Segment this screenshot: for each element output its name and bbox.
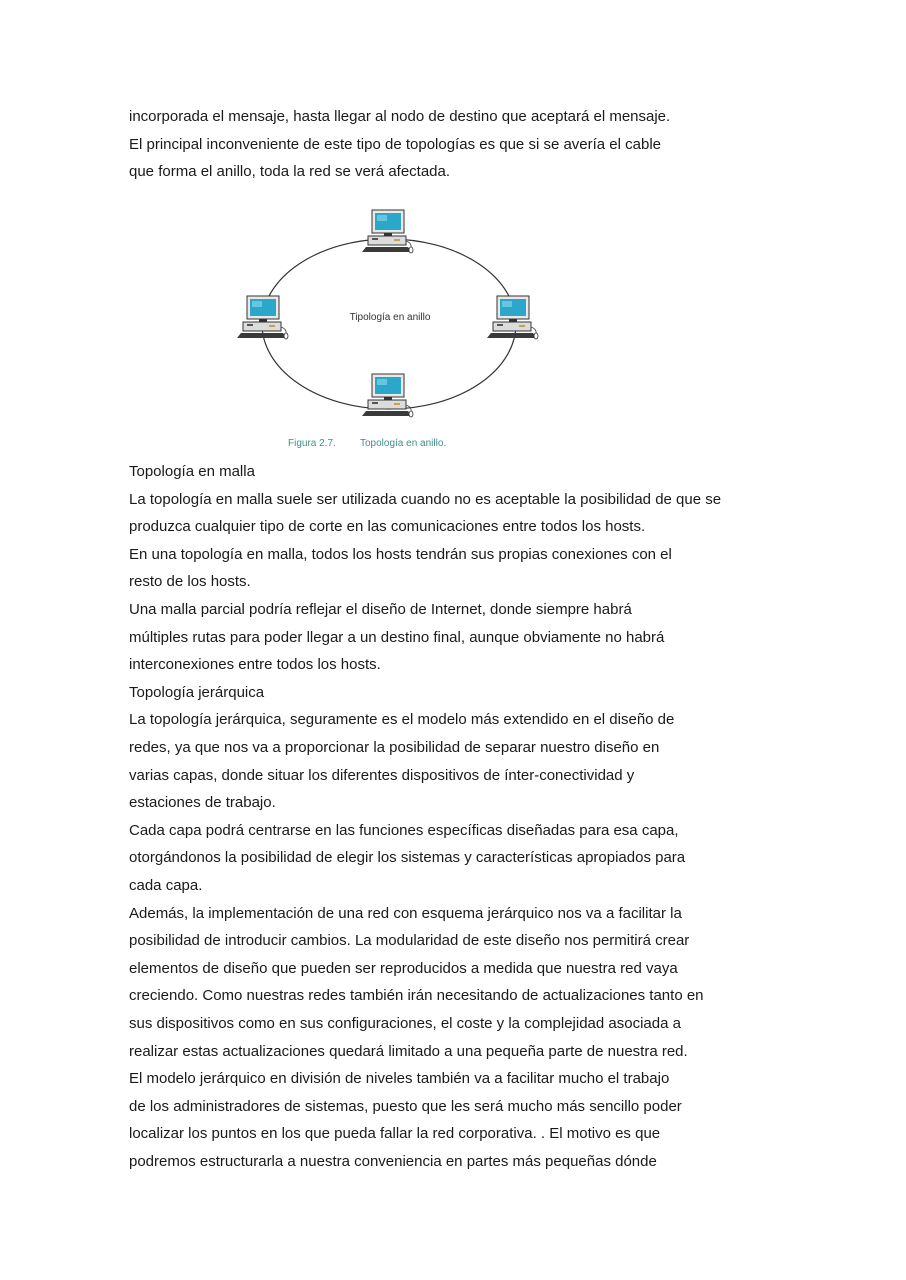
computer-icon (362, 374, 413, 417)
paragraph-line: Además, la implementación de una red con esquema jerárquico nos va a facilitar la (129, 904, 682, 922)
ring-center-label: Tipología en anillo (349, 312, 431, 323)
paragraph-line: realizar estas actualizaciones quedará limitado a una pequeña parte de nuestra red. (129, 1042, 688, 1060)
section-heading: Topología en malla (129, 463, 255, 480)
computer-icon (362, 210, 413, 253)
paragraph-line: incorporada el mensaje, hasta llegar al nodo de destino que aceptará el mensaje. (129, 108, 671, 125)
paragraph-line: La topología jerárquica, seguramente es el modelo más extendido en el diseño de (129, 711, 675, 729)
ring-topology-figure (230, 196, 560, 458)
section-heading: Topología jerárquica (129, 683, 265, 701)
paragraph-line: Cada capa podrá centrarse en las funciones específicas diseñadas para esa capa, (129, 821, 679, 839)
paragraph-line: posibilidad de introducir cambios. La modularidad de este diseño nos permitirá crear (129, 932, 690, 950)
paragraph-line: estaciones de trabajo. (129, 794, 276, 812)
paragraph-line: redes, ya que nos va a proporcionar la posibilidad de separar nuestro diseño en (129, 739, 660, 756)
paragraph-line: varias capas, donde situar los diferentes dispositivos de ínter-conectividad y (129, 766, 635, 784)
paragraph-line: sus dispositivos como en sus configuraciones, el coste y la complejidad asociada a (129, 1015, 681, 1032)
paragraph-line: localizar los puntos en los que pueda fallar la red corporativa. . El motivo es que (129, 1125, 661, 1143)
paragraph-line: produzca cualquier tipo de corte en las comunicaciones entre todos los hosts. (129, 518, 646, 536)
paragraph-line: interconexiones entre todos los hosts. (129, 656, 381, 674)
paragraph-line: de los administradores de sistemas, puesto que les será mucho más sencillo poder (129, 1097, 682, 1115)
paragraph-line: La topología en malla suele ser utilizada cuando no es aceptable la posibilidad de que se (129, 490, 722, 508)
paragraph-line: elementos de diseño que pueden ser reproducidos a medida que nuestra red vaya (129, 959, 678, 977)
paragraph-line: otorgándonos la posibilidad de elegir los sistemas y características apropiados para (129, 849, 686, 867)
computer-icon (487, 296, 538, 339)
paragraph-line: El modelo jerárquico en división de niveles también va a facilitar mucho el trabajo (129, 1070, 670, 1088)
paragraph-line: El principal inconveniente de este tipo de topologías es que si se avería el cable (129, 136, 662, 153)
paragraph-line: creciendo. Como nuestras redes también irán necesitando de actualizaciones tanto en (129, 987, 704, 1005)
paragraph-line: En una topología en malla, todos los hosts tendrán sus propias conexiones con el (129, 545, 672, 563)
paragraph-line: podremos estructurarla a nuestra conveniencia en partes más pequeñas dónde (129, 1153, 657, 1170)
paragraph-line: Una malla parcial podría reflejar el diseño de Internet, donde siempre habrá (129, 601, 632, 618)
paragraph-line: resto de los hosts. (129, 573, 251, 591)
paragraph-line: múltiples rutas para poder llegar a un destino final, aunque obviamente no habrá (129, 628, 665, 646)
figure-caption-title: Topología en anillo. (360, 438, 447, 449)
figure-caption-number: Figura 2.7. (288, 438, 336, 449)
paragraph-line: cada capa. (129, 877, 203, 894)
paragraph-line: que forma el anillo, toda la red se verá afectada. (129, 163, 451, 180)
